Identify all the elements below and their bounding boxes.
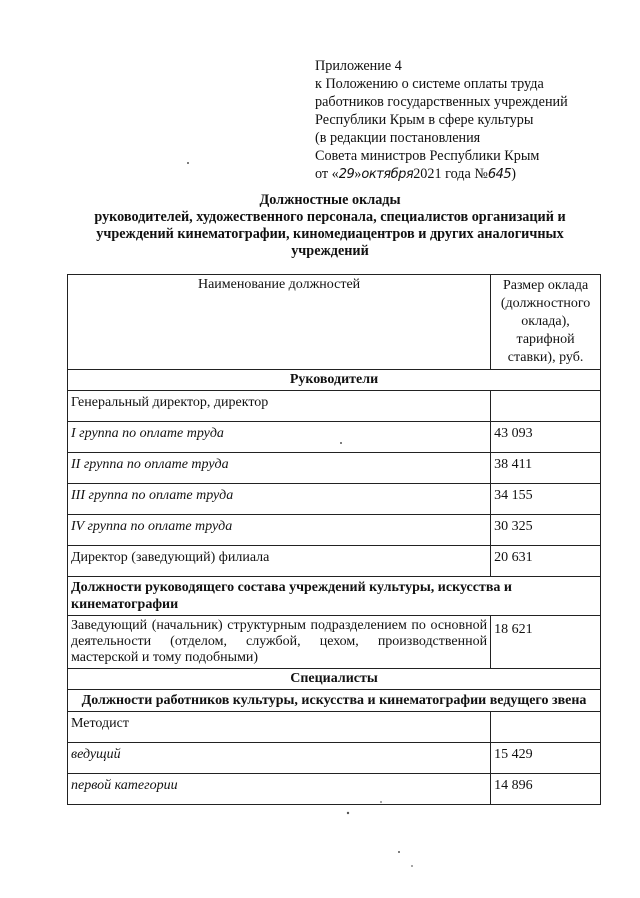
position-name: Директор (заведующий) филиала	[68, 546, 491, 577]
handwritten-number: 645	[487, 167, 512, 182]
section-leading-staff: Должности руководящего состава учреждений культуры, искусства и кинематографии	[68, 577, 601, 616]
salary-value: 30 325	[491, 515, 601, 546]
section-managers: Руководители	[68, 370, 601, 391]
section-culture-workers: Должности работников культуры, искусства и кинематографии ведущего звена	[68, 690, 601, 712]
column-header-name: Наименование должностей	[68, 275, 491, 370]
column-header-value: Размер оклада (должностного оклада), тарифной ставки), руб.	[491, 275, 601, 370]
salary-value: 43 093	[491, 422, 601, 453]
handwritten-month: октября	[361, 167, 414, 182]
position-name: II группа по оплате труда	[68, 453, 491, 484]
appendix-line: работников государственных учреждений	[315, 94, 568, 110]
appendix-line: к Положению о системе оплаты труда	[315, 76, 544, 92]
salary-value: 20 631	[491, 546, 601, 577]
position-name: ведущий	[68, 743, 491, 774]
heading-subtitle: руководителей, художественного персонала, специалистов организаций и учреждений кинематографии, киномедиацентров и других аналогичных учреждений	[94, 209, 566, 259]
position-name: IV группа по оплате труда	[68, 515, 491, 546]
salary-value: 15 429	[491, 743, 601, 774]
appendix-line: Приложение 4	[315, 58, 402, 74]
position-name: Методист	[68, 712, 491, 743]
position-name: I группа по оплате труда	[68, 422, 491, 453]
salary-value: 14 896	[491, 774, 601, 805]
position-name: Заведующий (начальник) структурным подразделением по основной деятельности (отделом, службой, цехом, производственной мастерской и тому подобными)	[68, 616, 491, 669]
position-name: III группа по оплате труда	[68, 484, 491, 515]
salary-value: 38 411	[491, 453, 601, 484]
heading-title: Должностные оклады	[259, 192, 401, 208]
salary-value: 18 621	[491, 616, 601, 669]
position-name: первой категории	[68, 774, 491, 805]
appendix-line: Республики Крым в сфере культуры	[315, 112, 534, 128]
position-name: Генеральный директор, директор	[68, 391, 491, 422]
appendix-line: Совета министров Республики Крым	[315, 148, 540, 164]
appendix-line: (в редакции постановления	[315, 130, 481, 146]
resolution-date-line: от «29»октября2021 года №645)	[315, 166, 516, 182]
salary-value: 34 155	[491, 484, 601, 515]
handwritten-day: 29	[338, 167, 355, 182]
section-specialists: Специалисты	[68, 669, 601, 690]
